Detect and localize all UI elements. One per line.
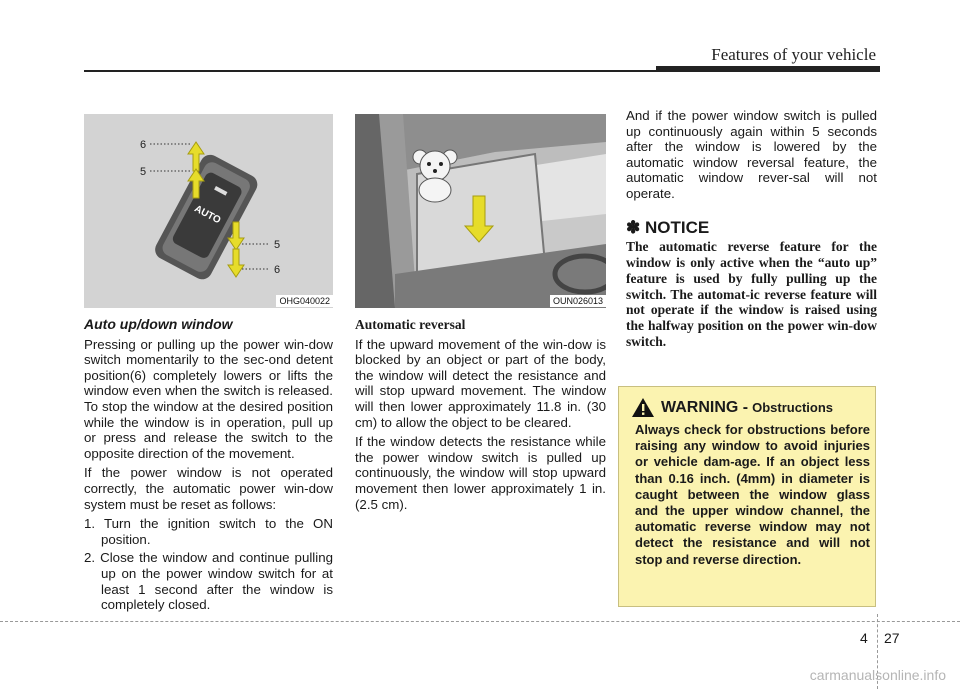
label-6-bottom: 6 xyxy=(274,264,281,276)
paragraph: If the window detects the resistance while the power window switch is pulled up continuously, the window will stop upward movement then lower approximately 1 in. (2.5 cm). xyxy=(355,434,606,512)
paragraph: If the upward movement of the win-dow is blocked by an object or part of the body, the window will detect the resistance and will stop upward movement. The window will then lower approximately 11.8 in. (30 cm) to allow the object to be cleared. xyxy=(355,336,606,430)
switch-illustration xyxy=(84,114,333,308)
header-bar xyxy=(656,66,880,72)
page-number: 27 xyxy=(884,630,900,646)
heading-automatic-reversal: Automatic reversal xyxy=(355,317,466,332)
figure-code-2: OUN026013 xyxy=(550,295,606,307)
car-interior-illustration xyxy=(355,114,606,308)
section-title: Features of your vehicle xyxy=(711,45,876,64)
notice-body: The automatic reverse feature for the window is only active when the “auto up” feature is used by fully pulling up the switch. The automat-ic reverse feature will not operate if the window is raised using the halfway position on the power win-dow switch. xyxy=(626,239,877,349)
switch-auto-label: AUTO xyxy=(192,203,223,227)
column-2 xyxy=(355,317,606,516)
footer-rule xyxy=(0,621,960,622)
warning-header xyxy=(631,397,833,418)
warning-triangle-icon xyxy=(631,397,655,418)
paragraph: If the power window is not operated correctly, the automatic power win-dow system must be reset as follows: xyxy=(84,465,333,512)
label-6-top: 6 xyxy=(140,139,147,151)
list-item: 1. Turn the ignition switch to the ON position. xyxy=(84,516,333,547)
paragraph: And if the power window switch is pulled up continuously again within 5 seconds after the window is lowered by the automatic window reversal feature, the automatic window rever-sal will not operate. xyxy=(626,108,877,201)
warning-title: WARNING - xyxy=(661,398,749,416)
list-item: 2. Close the window and continue pulling up on the power window switch for at least 1 second after the window is completely closed. xyxy=(84,550,333,613)
column-3 xyxy=(626,108,877,350)
label-5-top: 5 xyxy=(140,166,147,178)
notice-title: ✽ NOTICE xyxy=(626,217,710,237)
heading-auto-updown: Auto up/down window xyxy=(84,316,233,332)
warning-subtitle: Obstructions xyxy=(752,400,834,415)
warning-box xyxy=(618,386,876,607)
figure-code-1: OHG040022 xyxy=(276,295,333,307)
label-5-bottom: 5 xyxy=(274,239,281,251)
warning-body: Always check for obstructions before raising any window to avoid injuries or vehicle dam-age. If an object less than 0.16 inch. (4mm) in diameter is caught between the window glass and the upper window channel, the automatic reverse window may not detect the resistance and will not stop and reverse direction. xyxy=(635,422,870,567)
switch-figure xyxy=(84,114,333,308)
arrow-down-6-icon xyxy=(228,249,244,277)
car-window-figure xyxy=(355,114,606,308)
paragraph: Pressing or pulling up the power win-dow switch momentarily to the sec-ond detent position(6) completely lowers or lifts the window even when the switch is released. To stop the window at the desired position while the window is in operation, pull up or press and release the switch to the opposite direction of the movement. xyxy=(84,336,333,461)
watermark: carmanualsonline.info xyxy=(809,667,946,683)
column-1 xyxy=(84,317,333,616)
chapter-number: 4 xyxy=(860,630,868,646)
